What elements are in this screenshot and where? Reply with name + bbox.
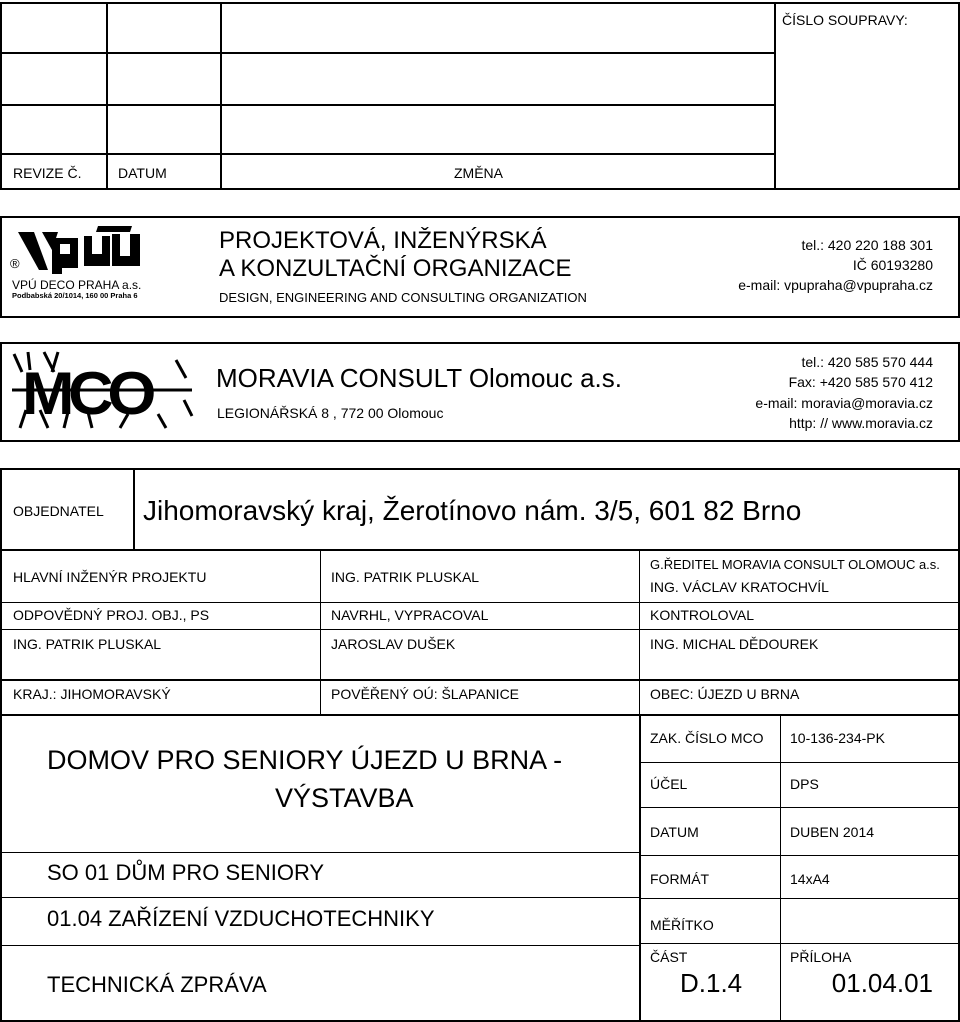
revision-divider <box>106 2 108 190</box>
mco-address: LEGIONÁŘSKÁ 8 , 772 00 Olomouc <box>217 405 444 421</box>
meta-row-line <box>640 762 960 763</box>
purpose-label: ÚČEL <box>650 776 688 792</box>
revision-row-line <box>0 153 774 155</box>
project-meta-divider <box>639 714 641 1022</box>
registered-mark: ® <box>10 256 20 271</box>
mco-company-name: MORAVIA CONSULT Olomouc a.s. <box>216 363 622 393</box>
meta-row-line <box>640 898 960 899</box>
project-title-line2: VÝSTAVBA <box>275 783 414 813</box>
order-number-value: 10-136-234-PK <box>790 730 885 746</box>
client-divider <box>133 468 135 550</box>
client-value: Jihomoravský kraj, Žerotínovo nám. 3/5, 601 82 Brno <box>143 495 802 526</box>
part-label: ČÁST <box>650 949 688 965</box>
column-divider <box>639 549 640 715</box>
client-label: OBJEDNATEL <box>13 503 104 519</box>
part-value: D.1.4 <box>680 968 743 998</box>
project-row-line <box>0 945 640 946</box>
checked-label: KONTROLOVAL <box>650 607 754 623</box>
revision-row-line <box>0 52 774 54</box>
revision-column-header: REVIZE Č. <box>13 165 82 181</box>
mco-website: http: // www.moravia.cz <box>789 415 933 431</box>
annex-label: PŘÍLOHA <box>790 949 852 965</box>
scale-label: MĚŘÍTKO <box>650 917 714 933</box>
order-number-label: ZAK. ČÍSLO MCO <box>650 730 764 746</box>
revision-divider <box>774 2 776 190</box>
meta-row-line <box>640 943 960 944</box>
meta-column-divider <box>780 714 781 1022</box>
vpu-phone: tel.: 420 220 188 301 <box>801 237 933 253</box>
document-name: TECHNICKÁ ZPRÁVA <box>47 972 267 997</box>
chief-engineer-name: ING. PATRIK PLUSKAL <box>331 569 480 585</box>
director-name: ING. VÁCLAV KRATOCHVÍL <box>650 579 829 595</box>
revision-divider <box>220 2 222 190</box>
row-line <box>0 629 960 630</box>
vpu-title-line2: A KONZULTAČNÍ ORGANIZACE <box>219 255 572 282</box>
vpu-logo-name: VPÚ DECO PRAHA a.s. <box>12 278 142 292</box>
mco-fax: Fax: +420 585 570 412 <box>788 374 933 390</box>
row-line <box>0 602 960 603</box>
vpu-title-line1: PROJEKTOVÁ, INŽENÝRSKÁ <box>219 227 547 254</box>
change-column-header: ZMĚNA <box>454 165 503 181</box>
vpu-logo <box>8 222 158 302</box>
column-divider <box>320 549 321 715</box>
mco-logo <box>8 350 194 430</box>
vpu-logo-icon <box>8 222 158 278</box>
project-row-line <box>0 897 640 898</box>
row-line <box>0 549 960 551</box>
annex-value: 01.04.01 <box>831 968 933 998</box>
date-column-header: DATUM <box>118 165 167 181</box>
building-name: SO 01 DŮM PRO SENIORY <box>47 860 325 885</box>
vpu-company-id: IČ 60193280 <box>852 257 933 273</box>
date-label: DATUM <box>650 824 699 840</box>
chief-engineer-label: HLAVNÍ INŽENÝR PROJEKTU <box>13 569 207 585</box>
meta-row-line <box>640 807 960 808</box>
row-line <box>0 714 960 716</box>
responsible-label: ODPOVĚDNÝ PROJ. OBJ., PS <box>13 607 210 623</box>
municipality-field: OBEC: ÚJEZD U BRNA <box>650 686 800 702</box>
project-title-line1: DOMOV PRO SENIORY ÚJEZD U BRNA - <box>47 745 563 775</box>
region-field: KRAJ.: JIHOMORAVSKÝ <box>13 686 171 702</box>
section-name: 01.04 ZAŘÍZENÍ VZDUCHOTECHNIKY <box>47 906 435 931</box>
format-value: 14xA4 <box>790 871 830 887</box>
set-number-label: ČÍSLO SOUPRAVY: <box>782 12 908 28</box>
date-value: DUBEN 2014 <box>790 824 875 840</box>
format-label: FORMÁT <box>650 871 710 887</box>
designed-name: JAROSLAV DUŠEK <box>331 636 456 652</box>
mco-logo-text: MCO <box>22 360 151 427</box>
director-label: G.ŘEDITEL MORAVIA CONSULT OLOMOUC a.s. <box>650 557 940 572</box>
designed-label: NAVRHL, VYPRACOVAL <box>331 607 489 623</box>
mco-email: e-mail: moravia@moravia.cz <box>755 395 933 411</box>
checked-name: ING. MICHAL DĚDOUREK <box>650 636 819 652</box>
responsible-name: ING. PATRIK PLUSKAL <box>13 636 162 652</box>
row-line <box>0 679 960 681</box>
authority-field: POVĚŘENÝ OÚ: ŠLAPANICE <box>331 686 520 702</box>
vpu-subtitle: DESIGN, ENGINEERING AND CONSULTING ORGANIZATION <box>219 290 587 305</box>
mco-phone: tel.: 420 585 570 444 <box>801 354 933 370</box>
meta-row-line <box>640 855 960 856</box>
vpu-email: e-mail: vpupraha@vpupraha.cz <box>738 277 933 293</box>
revision-block <box>0 2 960 190</box>
revision-row-line <box>0 104 774 106</box>
vpu-logo-address: Podbabská 20/1014, 160 00 Praha 6 <box>12 291 138 300</box>
purpose-value: DPS <box>790 776 819 792</box>
project-row-line <box>0 852 640 853</box>
